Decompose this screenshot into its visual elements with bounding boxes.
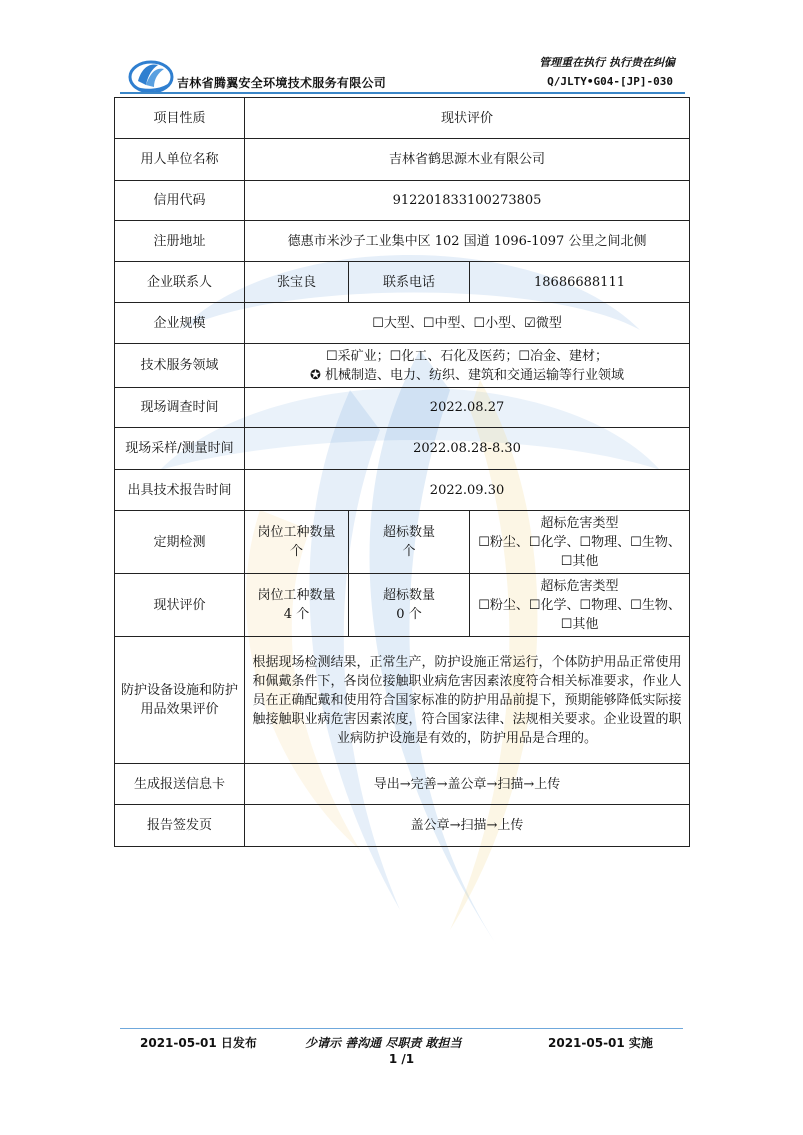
current-post-label: 岗位工种数量 — [257, 588, 336, 603]
current-hazard-title: 超标危害类型 — [540, 578, 619, 594]
table-row — [115, 511, 690, 574]
protection-label: 防护设备设施和防护用品效果评价 — [115, 637, 245, 764]
address-value: 德惠市米沙子工业集中区 102 国道 1096-1097 公里之间北侧 — [245, 221, 690, 262]
report-time-label: 出具技术报告时间 — [115, 470, 245, 511]
current-label: 现状评价 — [115, 574, 245, 637]
page-number: 1 /1 — [388, 1052, 415, 1066]
current-exceed-label: 超标数量 — [382, 588, 435, 603]
project-nature-value: 现状评价 — [245, 98, 690, 139]
phone-label: 联系电话 — [349, 262, 470, 303]
credit-code-value: 912201833100273805 — [245, 181, 690, 221]
periodic-hazard-cell — [470, 511, 690, 574]
header-divider — [120, 92, 685, 94]
footer-motto: 少请示 善沟通 尽职责 敢担当 — [305, 1036, 462, 1050]
periodic-exceed-label: 超标数量 — [382, 525, 435, 540]
sampling-time-value: 2022.08.28-8.30 — [245, 428, 690, 470]
periodic-hazard-options: ☐粉尘、☐化学、☐物理、☐生物、☐其他 — [478, 534, 681, 569]
report-time-value: 2022.09.30 — [245, 470, 690, 511]
service-field-line-1: ☐采矿业；☐化工、石化及医药；☐冶金、建材； — [326, 348, 608, 364]
report-info-table — [114, 97, 690, 847]
table-row — [115, 388, 690, 428]
current-exceed-cell — [349, 574, 470, 637]
issue-date: 2021-05-01 日发布 — [140, 1036, 257, 1050]
table-row — [115, 428, 690, 470]
effective-date: 2021-05-01 实施 — [548, 1036, 653, 1050]
table-row — [115, 139, 690, 181]
periodic-hazard-title: 超标危害类型 — [540, 515, 619, 531]
table-row — [115, 637, 690, 764]
contact-name: 张宝良 — [245, 262, 349, 303]
periodic-label: 定期检测 — [115, 511, 245, 574]
table-row — [115, 98, 690, 139]
header-slogan: 管理重在执行 执行贵在纠偏 — [539, 56, 675, 69]
service-field-value — [245, 344, 690, 388]
current-exceed-value: 0 个 — [396, 607, 422, 622]
contact-label: 企业联系人 — [115, 262, 245, 303]
periodic-post-cell — [245, 511, 349, 574]
periodic-post-value: 个 — [289, 544, 303, 559]
info-card-value: 导出→完善→盖公章→扫描→上传 — [245, 764, 690, 805]
report-sign-value: 盖公章→扫描→上传 — [245, 805, 690, 847]
phone-value: 18686688111 — [470, 262, 690, 303]
table-row — [115, 764, 690, 805]
periodic-post-label: 岗位工种数量 — [257, 525, 336, 540]
scale-value: ☐大型、☐中型、☐小型、☑微型 — [245, 303, 690, 344]
current-post-cell — [245, 574, 349, 637]
survey-time-value: 2022.08.27 — [245, 388, 690, 428]
table-row — [115, 574, 690, 637]
report-sign-label: 报告签发页 — [115, 805, 245, 847]
employer-value: 吉林省鹤思源木业有限公司 — [245, 139, 690, 181]
address-label: 注册地址 — [115, 221, 245, 262]
company-name: 吉林省腾翼安全环境技术服务有限公司 — [177, 76, 387, 90]
footer-divider — [120, 1028, 683, 1029]
table-row — [115, 470, 690, 511]
current-post-value: 4 个 — [283, 607, 310, 622]
scale-label: 企业规模 — [115, 303, 245, 344]
protection-value: 根据现场检测结果，正常生产，防护设施正常运行，个体防护用品正常使用和佩戴条件下，各岗位接触职业病危害因素浓度符合相关标准要求，作业人员在正确配戴和使用符合国家标准的防护用品前提下，预期能够降低实际接触接触职业病危害因素浓度，符合国家法律、法规相关要求。企业设置的职业病防护设施是有效的，防护用品是合理的。 — [245, 637, 690, 764]
table-row — [115, 262, 690, 303]
project-nature-label: 项目性质 — [115, 98, 245, 139]
service-field-label: 技术服务领域 — [115, 344, 245, 388]
company-logo-icon — [128, 55, 174, 95]
document-header — [0, 0, 803, 100]
table-row — [115, 344, 690, 388]
sampling-time-label: 现场采样/测量时间 — [115, 428, 245, 470]
periodic-exceed-cell — [349, 511, 470, 574]
service-field-line-2: ✪ 机械制造、电力、纺织、建筑和交通运输等行业领域 — [310, 367, 625, 383]
info-card-label: 生成报送信息卡 — [115, 764, 245, 805]
table-row — [115, 181, 690, 221]
survey-time-label: 现场调查时间 — [115, 388, 245, 428]
periodic-exceed-value: 个 — [402, 544, 416, 559]
credit-code-label: 信用代码 — [115, 181, 245, 221]
table-row — [115, 221, 690, 262]
current-hazard-options: ☐粉尘、☐化学、☐物理、☐生物、☐其他 — [478, 597, 681, 632]
document-number: Q/JLTY•G04-[JP]-030 — [547, 75, 673, 88]
employer-label: 用人单位名称 — [115, 139, 245, 181]
table-row — [115, 805, 690, 847]
table-row — [115, 303, 690, 344]
current-hazard-cell — [470, 574, 690, 637]
